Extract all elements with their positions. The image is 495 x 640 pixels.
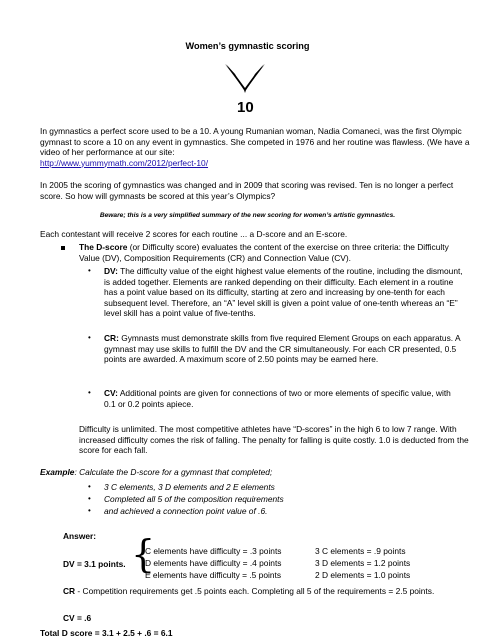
difficulty-e: E elements have difficulty = .5 points (145, 570, 282, 580)
cv-label: CV: (104, 388, 118, 398)
example-item: 3 C elements, 3 D elements and 2 E elements (104, 482, 275, 492)
square-bullet (61, 246, 65, 250)
cv-text: Additional points are given for connections of two or more elements of specific value, with 0.1 or 0.2 points apiece. (104, 388, 451, 409)
cr-text: Gymnasts must demonstrate skills from five required Element Groups on each apparatus. A gymnast may use skills to fulfill the DV and the CR simultaneously. For each CR presented, 0.5 points are awarded. A maximum score of 2.50 points may be earned here. (104, 333, 461, 364)
points-e: 2 D elements = 1.0 points (315, 570, 411, 580)
beware-note: Beware; this is a very simplified summary of the new scoring for women’s artistic gymnastics. (99, 212, 396, 219)
cr-answer (63, 586, 468, 597)
cr-paragraph (104, 333, 464, 365)
total-dscore: Total D score = 3.1 + 2.5 + .6 = 6.1 (40, 628, 173, 638)
dscore-label: The D-score (79, 242, 128, 252)
cr-answer-label: CR (63, 586, 76, 596)
dv-text: The difficulty value of the eight highest value elements of the routine, including the dismount, is added together. Elements are ranked depending on their difficulty. Each element in a routine has a point value based on its difficulty, starting at zero and increasing by one-tenth for each subsequent level. Therefore, an “A” level skill is given a point value of one-tenth whereas an “E” level skill has a point value of five-tenths. (104, 266, 463, 318)
difficulty-c: C elements have difficulty = .3 points (145, 546, 282, 556)
points-c: 3 C elements = .9 points (315, 546, 406, 556)
bullet-dot: • (88, 388, 91, 397)
logo-number: 10 (237, 99, 254, 114)
bullet-dot: • (88, 266, 91, 275)
video-link[interactable]: http://www.yummymath.com/2012/perfect-10/ (40, 157, 209, 168)
bullet-dot: • (88, 494, 91, 503)
bullet-dot: • (88, 482, 91, 491)
points-d: 3 D elements = 1.2 points (315, 558, 411, 568)
dv-paragraph (104, 266, 464, 319)
answer-label: Answer: (63, 531, 97, 541)
scoring-change-paragraph: In 2005 the scoring of gymnastics was changed and in 2009 that scoring was revised. Ten is no longer a perfect score. So how will gymnasts be scored at this year’s Olympics? (40, 180, 454, 201)
difficulty-d: D elements have difficulty = .4 points (145, 558, 282, 568)
example-text: : Calculate the D-score for a gymnast that completed; (74, 467, 273, 477)
gymnast-logo-icon (223, 62, 267, 114)
example-item: and achieved a connection point value of .6. (104, 506, 268, 516)
bullet-dot: • (88, 506, 91, 515)
example-label: Example (40, 467, 75, 477)
cv-paragraph (104, 388, 464, 409)
cr-label: CR: (104, 333, 119, 343)
dscore-paragraph (79, 242, 469, 263)
page-title: Women’s gymnastic scoring (185, 41, 310, 51)
dv-label: DV: (104, 266, 118, 276)
dv-total: DV = 3.1 points. (63, 559, 126, 569)
unlimited-paragraph: Difficulty is unlimited. The most competitive athletes have “D-scores” in the high 6 to low 7 range. With increased difficulty comes the risk of falling. The penalty for falling is quite costly. 1.0 is deducted from the score for each fall. (79, 424, 469, 455)
cr-answer-text: - Competition requirements get .5 points each. Completing all 5 of the requirements = 2.5 points. (75, 586, 435, 596)
dscore-text: (or Difficulty score) evaluates the content of the exercise on three criteria: the Difficulty Value (DV), Composition Requirements (CR) and Connection Value (CV). (79, 242, 449, 263)
example-item: Completed all 5 of the composition requirements (104, 494, 284, 504)
intro-text: In gymnastics a perfect score used to be a 10. A young Rumanian woman, Nadia Comaneci, was the first Olympic gymnast to score a 10 on any event in gymnastics. She competed in 1976 and her routine was flawless. (We have a video of her performance at our site: (40, 126, 470, 157)
brace-symbol: { (131, 532, 156, 576)
intro-paragraph (40, 126, 470, 168)
bullet-dot: • (88, 333, 91, 342)
two-scores-paragraph: Each contestant will receive 2 scores for each routine ... a D-score and an E-score. (40, 229, 348, 239)
cv-answer: CV = .6 (63, 613, 92, 623)
example-heading (40, 467, 470, 478)
